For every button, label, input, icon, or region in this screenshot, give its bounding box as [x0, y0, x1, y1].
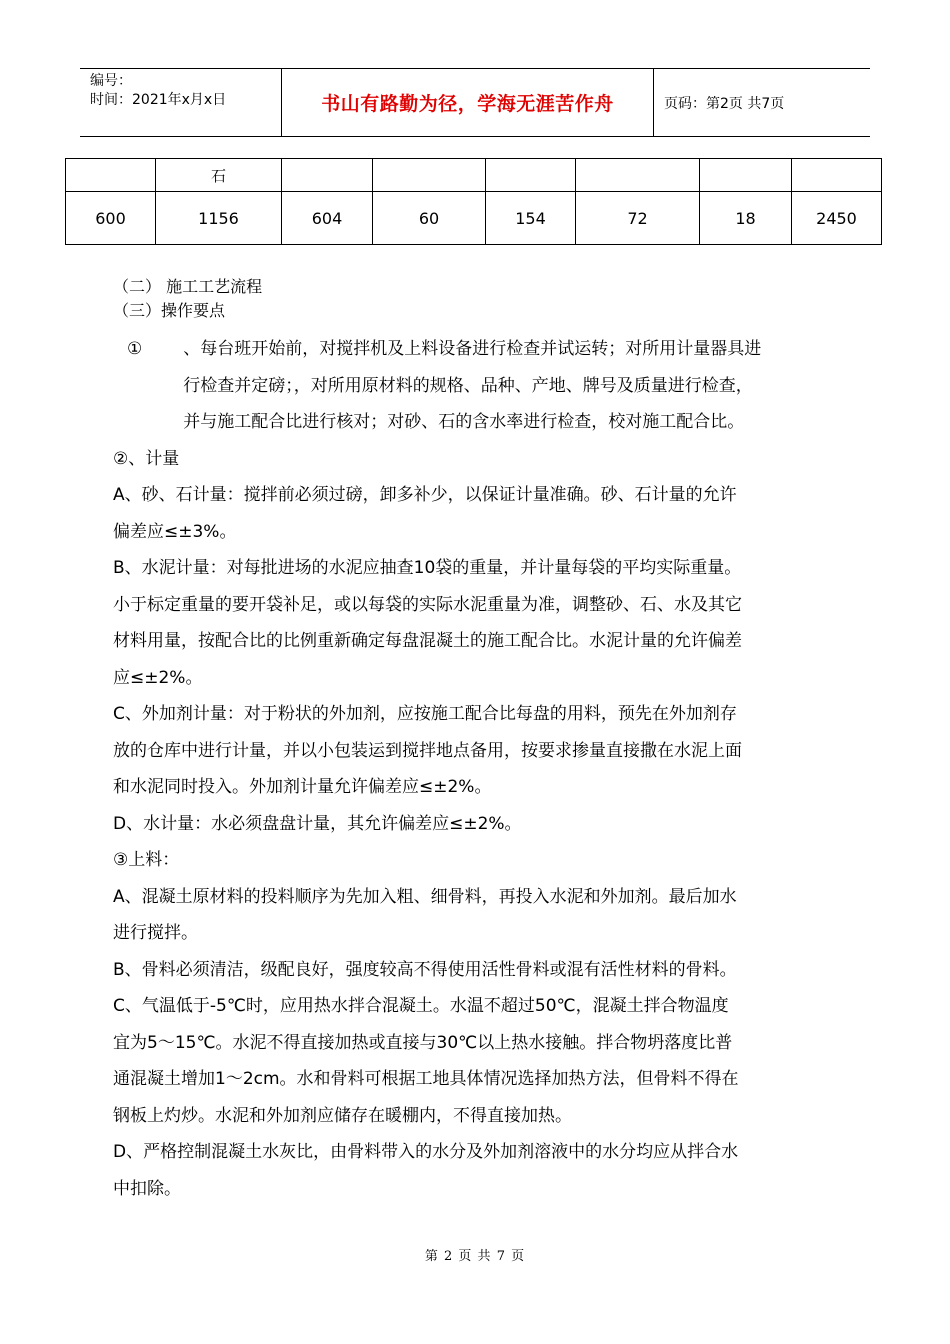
page-footer: 第 2 页 共 7 页 [424, 1249, 526, 1264]
table-cell [486, 159, 576, 192]
paragraph-line: D、严格控制混凝土水灰比，由骨料带入的水分及外加剂溶液中的水分均应从拌合水 [113, 1142, 739, 1162]
table-cell [373, 159, 486, 192]
paragraph-line: A、砂、石计量：搅拌前必须过磅，卸多补少，以保证计量准确。砂、石计量的允许 [113, 485, 737, 505]
paragraph-line: C、外加剂计量：对于粉状的外加剂，应按施工配合比每盘的用料，预先在外加剂存 [113, 704, 737, 724]
paragraph-line: 行检查并定磅；，对所用原材料的规格、品种、产地、牌号及质量进行检查， [183, 375, 753, 396]
paragraph-line: 放的仓库中进行计量，并以小包装运到搅拌地点备用，按要求掺量直接撒在水泥上面 [113, 740, 742, 761]
paragraph-block [113, 441, 843, 1208]
paragraph-line: B、水泥计量：对每批进场的水泥应抽查10袋的重量，并计量每袋的平均实际重量。 [113, 558, 742, 578]
table-cell: 154 [486, 192, 576, 245]
table-cell: 60 [373, 192, 486, 245]
table-cell: 604 [282, 192, 373, 245]
page-number-label: 页码：第2页 共7页 [664, 95, 785, 112]
table-cell [576, 159, 700, 192]
paragraph-line: ③上料： [113, 850, 180, 870]
paragraph-line: 中扣除。 [113, 1178, 181, 1199]
table-cell: 18 [700, 192, 792, 245]
paragraph-line: ②、计量 [113, 448, 180, 469]
document-body [113, 275, 843, 1207]
section-heading: （三）操作要点 [113, 301, 226, 320]
time-label: 时间：2021年x月x日 [90, 92, 227, 108]
paragraph-line: 、每台班开始前，对搅拌机及上料设备进行检查并试运转；对所用计量器具进 [183, 339, 762, 359]
paragraph-line: 偏差应≤±3%。 [113, 521, 237, 542]
table-cell [66, 159, 156, 192]
paragraph-line: 进行搅拌。 [113, 923, 198, 943]
paragraph-line: C、气温低于-5℃时，应用热水拌合混凝土。水温不超过50℃，混凝土拌合物温度 [113, 996, 729, 1016]
paragraph-line: B、骨料必须清洁，级配良好，强度较高不得使用活性骨料或混有活性材料的骨料。 [113, 959, 737, 980]
motto: 书山有路勤为径，学海无涯苦作舟 [282, 69, 654, 136]
paragraph-line: 并与施工配合比进行核对；对砂、石的含水率进行检查，校对施工配合比。 [183, 412, 745, 432]
table-row [66, 159, 882, 192]
paragraph-line: 通混凝土增加1～2cm。水和骨料可根据工地具体情况选择加热方法，但骨料不得在 [113, 1069, 739, 1089]
paragraph-line: 宜为5～15℃。水泥不得直接加热或直接与30℃以上热水接触。拌合物坍落度比普 [113, 1032, 733, 1053]
table-cell [700, 159, 792, 192]
table-cell: 石 [156, 159, 282, 192]
paragraph-line: 和水泥同时投入。外加剂计量允许偏差应≤±2%。 [113, 777, 492, 797]
paragraph-line: 小于标定重量的要开袋补足，或以每袋的实际水泥重量为准，调整砂、石、水及其它 [113, 594, 742, 615]
table-cell: 1156 [156, 192, 282, 245]
table-cell: 2450 [792, 192, 882, 245]
number-label: 编号： [90, 73, 132, 89]
paragraph-line: D、水计量：水必须盘盘计量，其允许偏差应≤±2%。 [113, 813, 522, 834]
paragraph-line: 应≤±2%。 [113, 667, 203, 688]
paragraph-line: 材料用量，按配合比的比例重新确定每盘混凝土的施工配合比。水泥计量的允许偏差 [113, 631, 742, 651]
paragraph-line: 钢板上灼炒。水泥和外加剂应储存在暖棚内，不得直接加热。 [113, 1105, 572, 1126]
item-number: ① [127, 339, 143, 359]
table-cell [792, 159, 882, 192]
page-header [80, 68, 870, 137]
table-cell [282, 159, 373, 192]
table-cell: 72 [576, 192, 700, 245]
table-cell: 600 [66, 192, 156, 245]
mix-proportion-table [65, 158, 882, 245]
paragraph-line: A、混凝土原材料的投料顺序为先加入粗、细骨料，再投入水泥和外加剂。最后加水 [113, 886, 737, 907]
header-meta [80, 69, 282, 136]
list-item [113, 331, 843, 441]
section-heading: （二） 施工工艺流程 [113, 277, 263, 296]
table-row [66, 192, 882, 245]
